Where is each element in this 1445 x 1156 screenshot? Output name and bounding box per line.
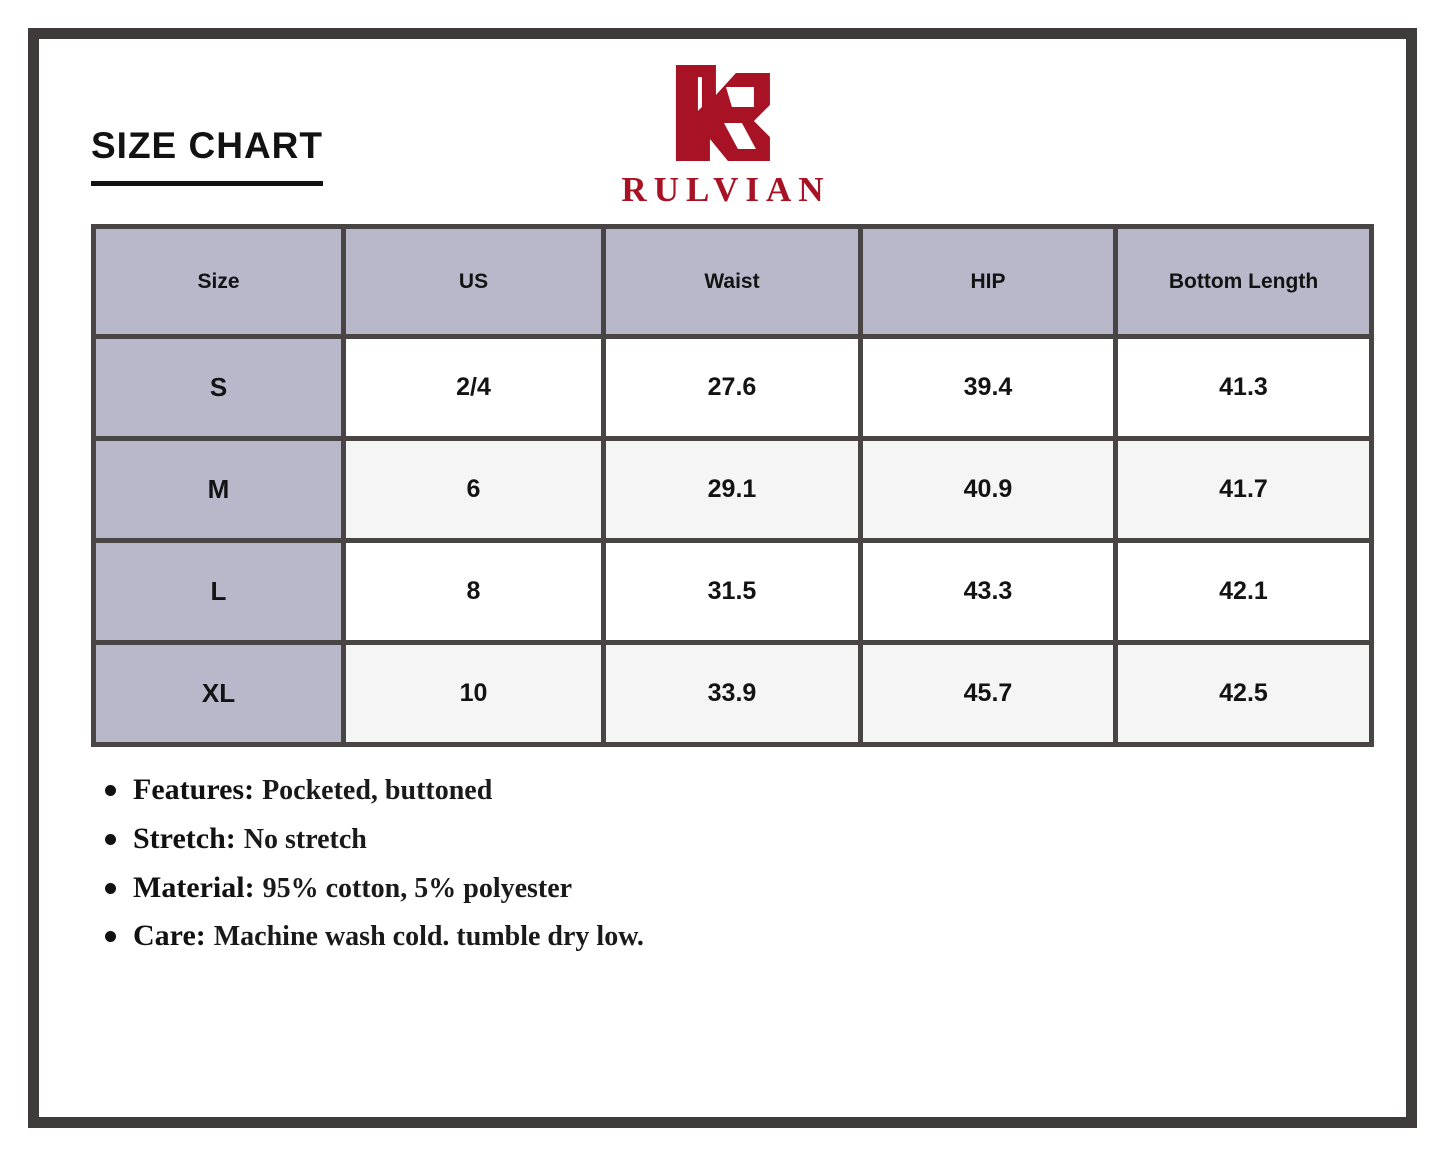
cell-s-waist: 27.6	[604, 337, 861, 439]
cell-l-us: 8	[344, 541, 604, 643]
table-header-row	[94, 227, 1372, 337]
cell-xl-us: 10	[344, 643, 604, 745]
note-label-stretch: Stretch:	[133, 821, 236, 855]
cell-xl-bottom-length: 42.5	[1116, 643, 1372, 745]
title-block	[91, 125, 323, 186]
note-label-features: Features:	[133, 773, 255, 806]
cell-m-waist: 29.1	[604, 439, 861, 541]
cell-s-us: 2/4	[344, 337, 604, 439]
note-label-care: Care:	[133, 919, 206, 953]
list-item	[101, 773, 1354, 807]
cell-m-hip: 40.9	[861, 439, 1116, 541]
note-value-features: Pocketed, buttoned	[262, 775, 493, 806]
list-item	[101, 919, 1354, 953]
cell-s-hip: 39.4	[861, 337, 1116, 439]
page-title: SIZE CHART	[91, 125, 323, 166]
column-header-size: Size	[94, 227, 344, 337]
table-row	[94, 643, 1372, 745]
note-label-material: Material:	[133, 870, 255, 904]
cell-l-bottom-length: 42.1	[1116, 541, 1372, 643]
cell-m-us: 6	[344, 439, 604, 541]
table-header	[94, 227, 1372, 337]
note-value-stretch: No stretch	[243, 823, 367, 855]
brand-lockup	[614, 61, 830, 210]
title-underline	[91, 181, 323, 186]
column-header-us: US	[344, 227, 604, 337]
row-label-xl: XL	[94, 643, 344, 745]
row-label-s: S	[94, 337, 344, 439]
size-chart-table	[91, 224, 1374, 747]
list-item	[101, 822, 1354, 856]
rulvian-logo-icon	[657, 61, 787, 166]
header	[91, 39, 1354, 224]
cell-s-bottom-length: 41.3	[1116, 337, 1372, 439]
cell-xl-waist: 33.9	[604, 643, 861, 745]
table-row	[94, 337, 1372, 439]
table-body	[94, 337, 1372, 745]
cell-l-hip: 43.3	[861, 541, 1116, 643]
note-value-material: 95% cotton, 5% polyester	[262, 872, 573, 904]
row-label-m: M	[94, 439, 344, 541]
table-row	[94, 439, 1372, 541]
row-label-l: L	[94, 541, 344, 643]
note-value-care: Machine wash cold. tumble dry low.	[213, 921, 644, 953]
brand-name: RULVIAN	[621, 170, 831, 209]
table-row	[94, 541, 1372, 643]
cell-l-waist: 31.5	[604, 541, 861, 643]
cell-m-bottom-length: 41.7	[1116, 439, 1372, 541]
column-header-waist: Waist	[604, 227, 861, 337]
column-header-bottom-length: Bottom Length	[1116, 227, 1372, 337]
column-header-hip: HIP	[861, 227, 1116, 337]
list-item	[101, 871, 1354, 905]
product-notes-list	[91, 773, 1354, 953]
cell-xl-hip: 45.7	[861, 643, 1116, 745]
content-frame	[28, 28, 1417, 1128]
